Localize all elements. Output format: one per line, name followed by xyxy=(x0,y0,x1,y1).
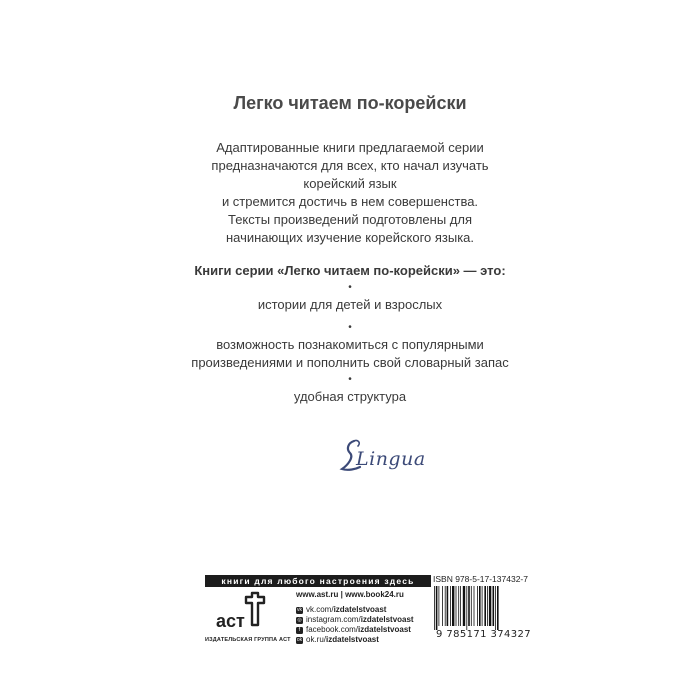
social-links xyxy=(296,605,414,645)
slogan-bar: книги для любого настроения здесь xyxy=(205,575,431,587)
description-line: Тексты произведений подготовлены для xyxy=(227,212,473,227)
websites: www.ast.ru | www.book24.ru xyxy=(296,590,404,599)
social-handle: izdatelstvoast xyxy=(333,605,387,614)
barcode-digits: 9 785171 374327 xyxy=(436,629,532,640)
social-prefix: ok.ru/ xyxy=(306,635,327,644)
social-row xyxy=(296,625,414,635)
social-prefix: facebook.com/ xyxy=(306,625,359,634)
lingua-logo-text: Lingua xyxy=(356,448,426,470)
series-title: Легко читаем по-корейски xyxy=(233,93,467,113)
description xyxy=(150,139,550,247)
feature-item: истории для детей и взрослых xyxy=(257,297,443,312)
social-row xyxy=(296,635,414,645)
ast-logo-icon xyxy=(212,591,274,635)
bullet: • xyxy=(348,322,352,333)
isbn: ISBN 978-5-17-137432-7 xyxy=(433,574,528,584)
description-line: Адаптированные книги предлагаемой серии xyxy=(216,140,484,155)
social-prefix: vk.com/ xyxy=(306,605,334,614)
description-line: корейский язык xyxy=(303,176,397,191)
instagram-icon: ◎ xyxy=(297,616,302,623)
social-handle: izdatelstvoast xyxy=(358,625,411,634)
description-line: предназначаются для всех, кто начал изучать xyxy=(211,158,489,173)
social-row xyxy=(296,605,414,615)
barcode-icon xyxy=(433,586,521,630)
feature-item: произведениями и пополнить свой словарный запас xyxy=(191,355,509,370)
bullet: • xyxy=(348,374,352,385)
odnoklassniki-icon: ok xyxy=(296,636,303,643)
social-row xyxy=(296,615,414,625)
publisher-caption: ИЗДАТЕЛЬСКАЯ ГРУППА АСТ xyxy=(205,637,291,643)
feature-item: удобная структура xyxy=(293,389,407,404)
description-line: начинающих изучение корейского языка. xyxy=(225,230,475,245)
social-handle: izdatelstvoast xyxy=(326,635,379,644)
social-prefix: instagram.com/ xyxy=(306,615,361,624)
social-handle: izdatelstvoast xyxy=(360,615,414,624)
vk-icon: vk xyxy=(297,606,302,613)
series-heading: Книги серии «Легко читаем по-корейски» — это: xyxy=(194,263,506,278)
feature-item: возможность познакомиться с популярными xyxy=(216,337,484,352)
bullet: • xyxy=(348,282,352,293)
feature-list xyxy=(150,280,550,406)
description-line: и стремится достичь в нем совершенства. xyxy=(221,194,479,209)
facebook-icon: f xyxy=(296,627,303,634)
ast-logo-text: аст xyxy=(216,611,245,631)
